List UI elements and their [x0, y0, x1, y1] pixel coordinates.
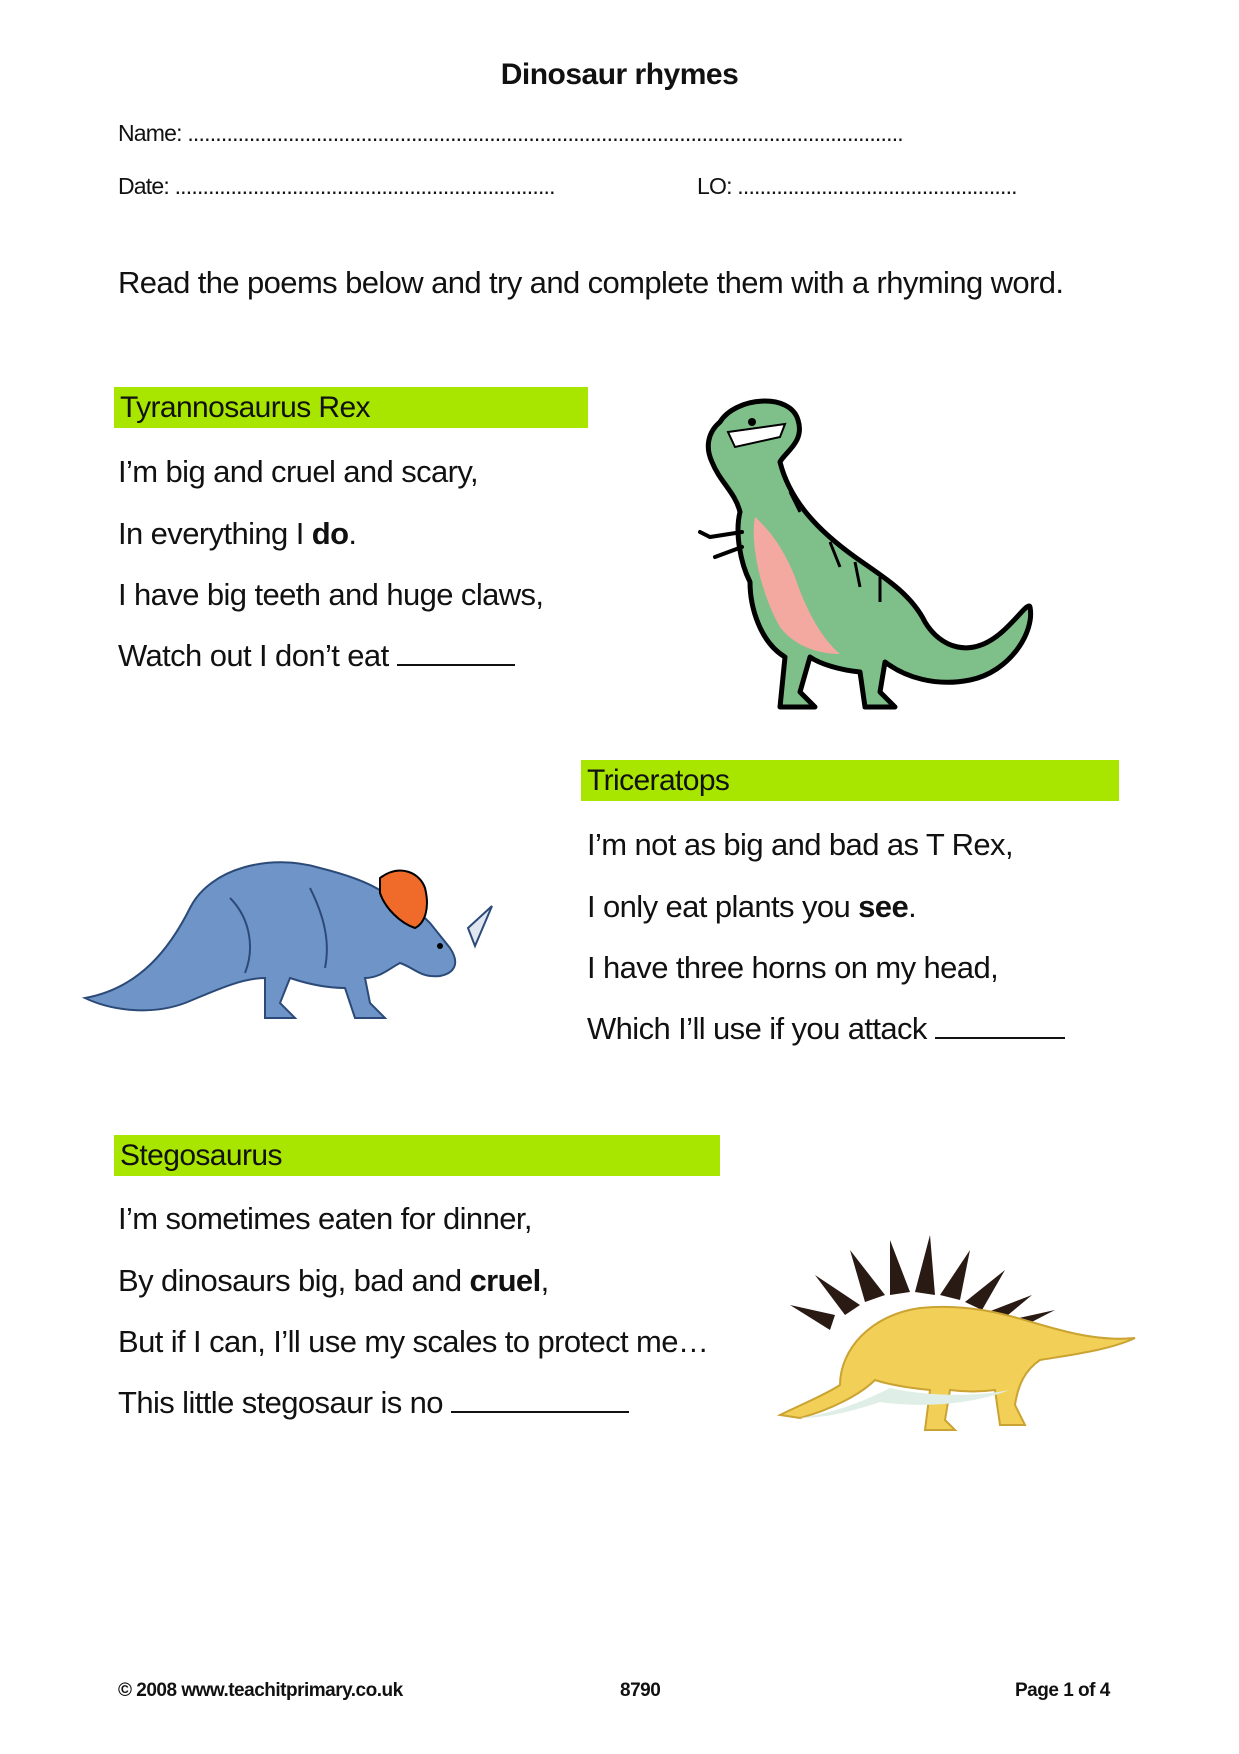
name-dots: ................................................................................................................................	[187, 120, 903, 146]
t-rex-illustration	[680, 392, 1040, 712]
poem-line: I have big teeth and huge claws,	[118, 577, 544, 612]
poem-line: I’m sometimes eaten for dinner,	[118, 1201, 532, 1236]
poem-heading-triceratops: Triceratops	[581, 760, 1119, 801]
answer-blank[interactable]	[451, 1385, 629, 1413]
poem-line: I’m not as big and bad as T Rex,	[587, 827, 1013, 862]
lo-label: LO:	[697, 173, 732, 199]
rhyme-word: do	[311, 516, 349, 551]
poem-line: I’m big and cruel and scary,	[118, 454, 478, 489]
instructions: Read the poems below and try and complete them with a rhyming word.	[118, 265, 1064, 300]
poem-line-blank: Which I’ll use if you attack	[587, 1011, 1065, 1047]
poem-line: I only eat plants you see.	[587, 889, 917, 924]
rhyme-word: see	[858, 889, 909, 924]
answer-blank[interactable]	[397, 638, 515, 666]
footer-code: 8790	[620, 1680, 661, 1701]
triceratops-illustration	[80, 828, 500, 1028]
date-field[interactable]	[118, 173, 555, 200]
poem-line: But if I can, I’ll use my scales to protect me…	[118, 1324, 709, 1359]
page-title: Dinosaur rhymes	[500, 58, 739, 91]
poem-line: By dinosaurs big, bad and cruel,	[118, 1263, 549, 1298]
poem-line: I have three horns on my head,	[587, 950, 999, 985]
poem-line-blank: This little stegosaur is no	[118, 1385, 629, 1421]
lo-field[interactable]	[697, 173, 1017, 200]
footer-page: Page 1 of 4	[1015, 1680, 1110, 1701]
poem-heading-stegosaurus: Stegosaurus	[114, 1135, 720, 1176]
stegosaurus-illustration	[770, 1220, 1140, 1440]
poem-line: In everything I do.	[118, 516, 357, 551]
name-field[interactable]	[118, 120, 903, 147]
rhyme-word: cruel	[469, 1263, 541, 1298]
name-label: Name:	[118, 120, 182, 146]
poem-line-blank: Watch out I don’t eat	[118, 638, 515, 674]
poem-heading-trex: Tyrannosaurus Rex	[114, 387, 588, 428]
date-label: Date:	[118, 173, 169, 199]
date-dots: ....................................................................	[174, 173, 555, 199]
answer-blank[interactable]	[935, 1011, 1065, 1039]
footer-copyright: © 2008 www.teachitprimary.co.uk	[118, 1680, 403, 1701]
lo-dots: ..................................................	[737, 173, 1017, 199]
